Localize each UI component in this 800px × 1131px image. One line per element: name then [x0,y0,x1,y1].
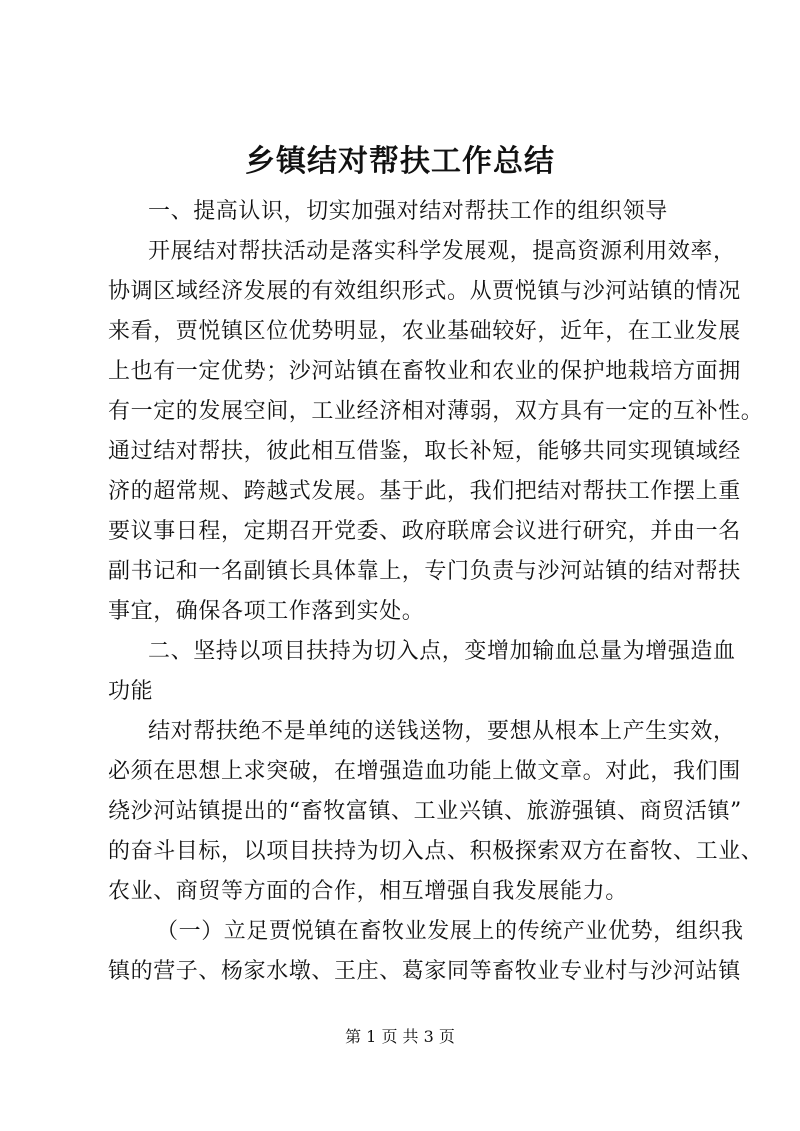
page-footer: 第 1 页 共 3 页 [345,1027,455,1046]
paragraph-line: 必须在思想上求突破，在增强造血功能上做文章。对此，我们围 [108,759,741,784]
paragraph-line: 协调区域经济发展的有效组织形式。从贾悦镇与沙河站镇的情况 [108,279,741,304]
paragraph-line: 济的超常规、跨越式发展。基于此，我们把结对帮扶工作摆上重 [108,479,741,504]
paragraph-line: 镇的营子、杨家水墩、王庄、葛家同等畜牧业专业村与沙河站镇 [108,959,741,984]
section-heading-1: 一、提高认识，切实加强对结对帮扶工作的组织领导 [148,199,668,224]
subsection-heading: （一）立足贾悦镇在畜牧业发展上的传统产业优势，组织我 [156,919,744,944]
paragraph-line: 事宜，确保各项工作落到实处。 [108,599,425,624]
section-heading-2-continued: 功能 [108,679,154,704]
paragraph-line: 开展结对帮扶活动是落实科学发展观，提高资源利用效率， [148,239,736,264]
paragraph-line: 的奋斗目标，以项目扶持为切入点、积极探索双方在畜牧、工业、 [108,839,764,864]
document-title: 乡镇结对帮扶工作总结 [245,144,555,179]
paragraph-line: 要议事日程，定期召开党委、政府联席会议进行研究，并由一名 [108,519,741,544]
paragraph-line: 结对帮扶绝不是单纯的送钱送物，要想从根本上产生实效， [148,719,736,744]
paragraph-line: 绕沙河站镇提出的“畜牧富镇、工业兴镇、旅游强镇、商贸活镇” [108,799,742,824]
section-heading-2: 二、坚持以项目扶持为切入点，变增加输血总量为增强造血 [148,639,736,664]
paragraph-line: 副书记和一名副镇长具体靠上，专门负责与沙河站镇的结对帮扶 [108,559,741,584]
paragraph-line: 农业、商贸等方面的合作，相互增强自我发展能力。 [108,879,628,904]
paragraph-line: 上也有一定优势；沙河站镇在畜牧业和农业的保护地栽培方面拥 [108,359,741,384]
paragraph-line: 来看，贾悦镇区位优势明显，农业基础较好，近年，在工业发展 [108,319,741,344]
paragraph-line: 通过结对帮扶，彼此相互借鉴，取长补短，能够共同实现镇域经 [108,439,741,464]
paragraph-line: 有一定的发展空间，工业经济相对薄弱，双方具有一定的互补性。 [108,399,764,424]
